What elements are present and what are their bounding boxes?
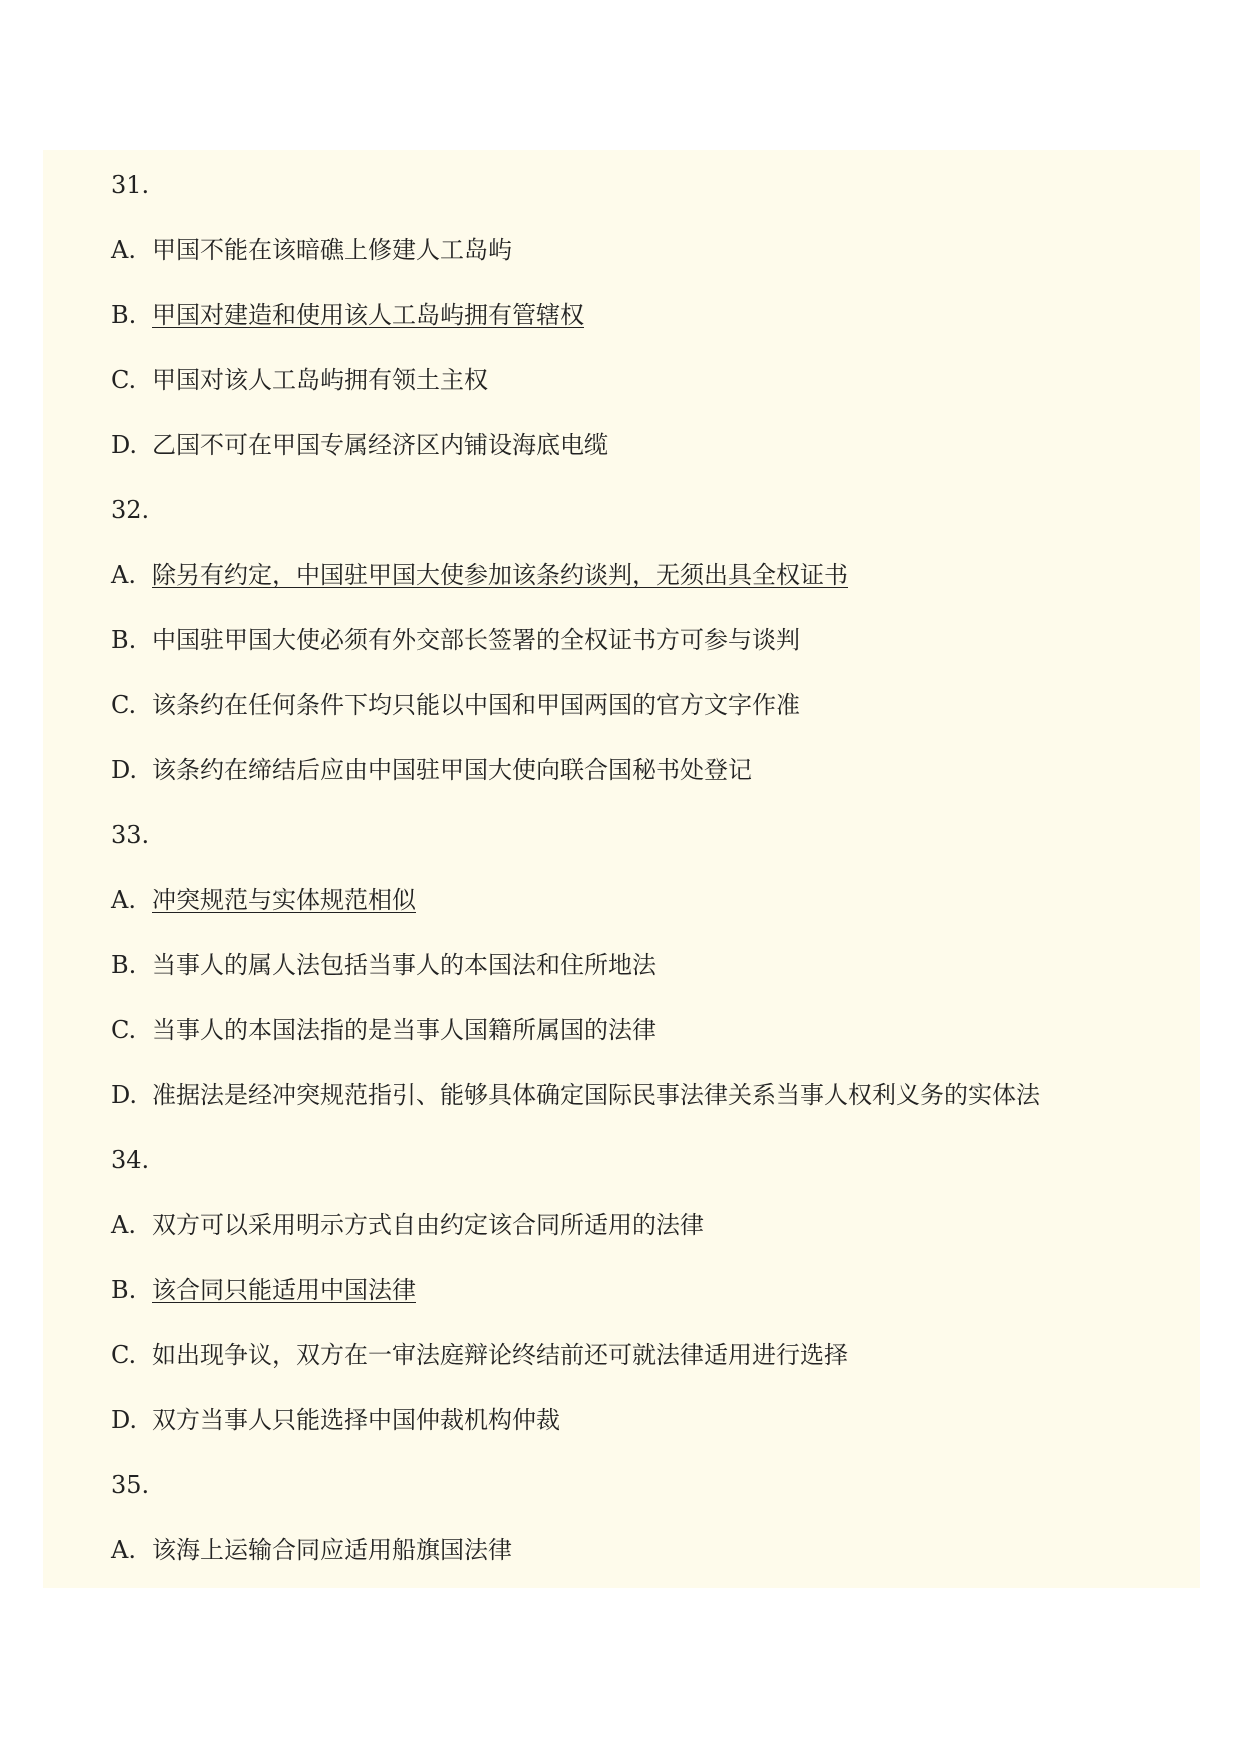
option-line	[111, 948, 1191, 1013]
option-line	[111, 1338, 1191, 1403]
option-text-underlined: 该合同只能适用中国法律	[152, 1276, 416, 1304]
option-line	[111, 623, 1191, 688]
option-text: 该条约在缔结后应由中国驻甲国大使向联合国秘书处登记	[152, 756, 752, 784]
option-line	[111, 1078, 1191, 1143]
question-number: 35.	[111, 1471, 150, 1499]
option-letter: C.	[111, 1016, 137, 1044]
option-text-underlined: 冲突规范与实体规范相似	[152, 886, 416, 914]
option-line	[111, 1533, 1191, 1598]
option-text: 如出现争议，双方在一审法庭辩论终结前还可就法律适用进行选择	[152, 1341, 848, 1369]
question-number: 34.	[111, 1146, 150, 1174]
option-letter: A.	[111, 886, 136, 914]
option-line	[111, 688, 1191, 753]
option-line	[111, 753, 1191, 818]
question-number: 31.	[111, 171, 150, 199]
option-line-marked	[111, 883, 1191, 948]
option-letter: A.	[111, 1536, 136, 1564]
option-text: 该海上运输合同应适用船旗国法律	[152, 1536, 512, 1564]
option-line-marked	[111, 558, 1191, 623]
question-list	[111, 168, 1191, 1598]
option-text: 甲国不能在该暗礁上修建人工岛屿	[152, 236, 512, 264]
option-text: 当事人的本国法指的是当事人国籍所属国的法律	[152, 1016, 656, 1044]
option-text-underlined: 除另有约定，中国驻甲国大使参加该条约谈判，无须出具全权证书	[152, 561, 848, 589]
option-line	[111, 233, 1191, 298]
option-letter: B.	[111, 951, 137, 979]
option-letter: D.	[111, 1081, 138, 1109]
option-letter: A.	[111, 1211, 136, 1239]
option-text: 中国驻甲国大使必须有外交部长签署的全权证书方可参与谈判	[152, 626, 800, 654]
question-number: 32.	[111, 496, 150, 524]
option-letter: A.	[111, 561, 136, 589]
option-letter: A.	[111, 236, 136, 264]
option-line	[111, 1208, 1191, 1273]
option-text: 该条约在任何条件下均只能以中国和甲国两国的官方文字作准	[152, 691, 800, 719]
option-line	[111, 363, 1191, 428]
option-line-marked	[111, 1273, 1191, 1338]
option-text: 甲国对该人工岛屿拥有领土主权	[152, 366, 488, 394]
option-line	[111, 1013, 1191, 1078]
option-text: 当事人的属人法包括当事人的本国法和住所地法	[152, 951, 656, 979]
option-letter: D.	[111, 431, 138, 459]
option-letter: C.	[111, 366, 137, 394]
option-letter: C.	[111, 1341, 137, 1369]
option-letter: D.	[111, 756, 138, 784]
option-text: 双方可以采用明示方式自由约定该合同所适用的法律	[152, 1211, 704, 1239]
question-number: 33.	[111, 821, 150, 849]
option-line	[111, 428, 1191, 493]
option-text: 双方当事人只能选择中国仲裁机构仲裁	[152, 1406, 560, 1434]
option-text: 乙国不可在甲国专属经济区内铺设海底电缆	[152, 431, 608, 459]
option-letter: D.	[111, 1406, 138, 1434]
option-letter: C.	[111, 691, 137, 719]
option-text-underlined: 甲国对建造和使用该人工岛屿拥有管辖权	[152, 301, 584, 329]
option-letter: B.	[111, 301, 137, 329]
option-letter: B.	[111, 626, 137, 654]
option-line	[111, 1403, 1191, 1468]
option-text: 准据法是经冲突规范指引、能够具体确定国际民事法律关系当事人权利义务的实体法	[152, 1081, 1040, 1109]
option-line-marked	[111, 298, 1191, 363]
option-letter: B.	[111, 1276, 137, 1304]
